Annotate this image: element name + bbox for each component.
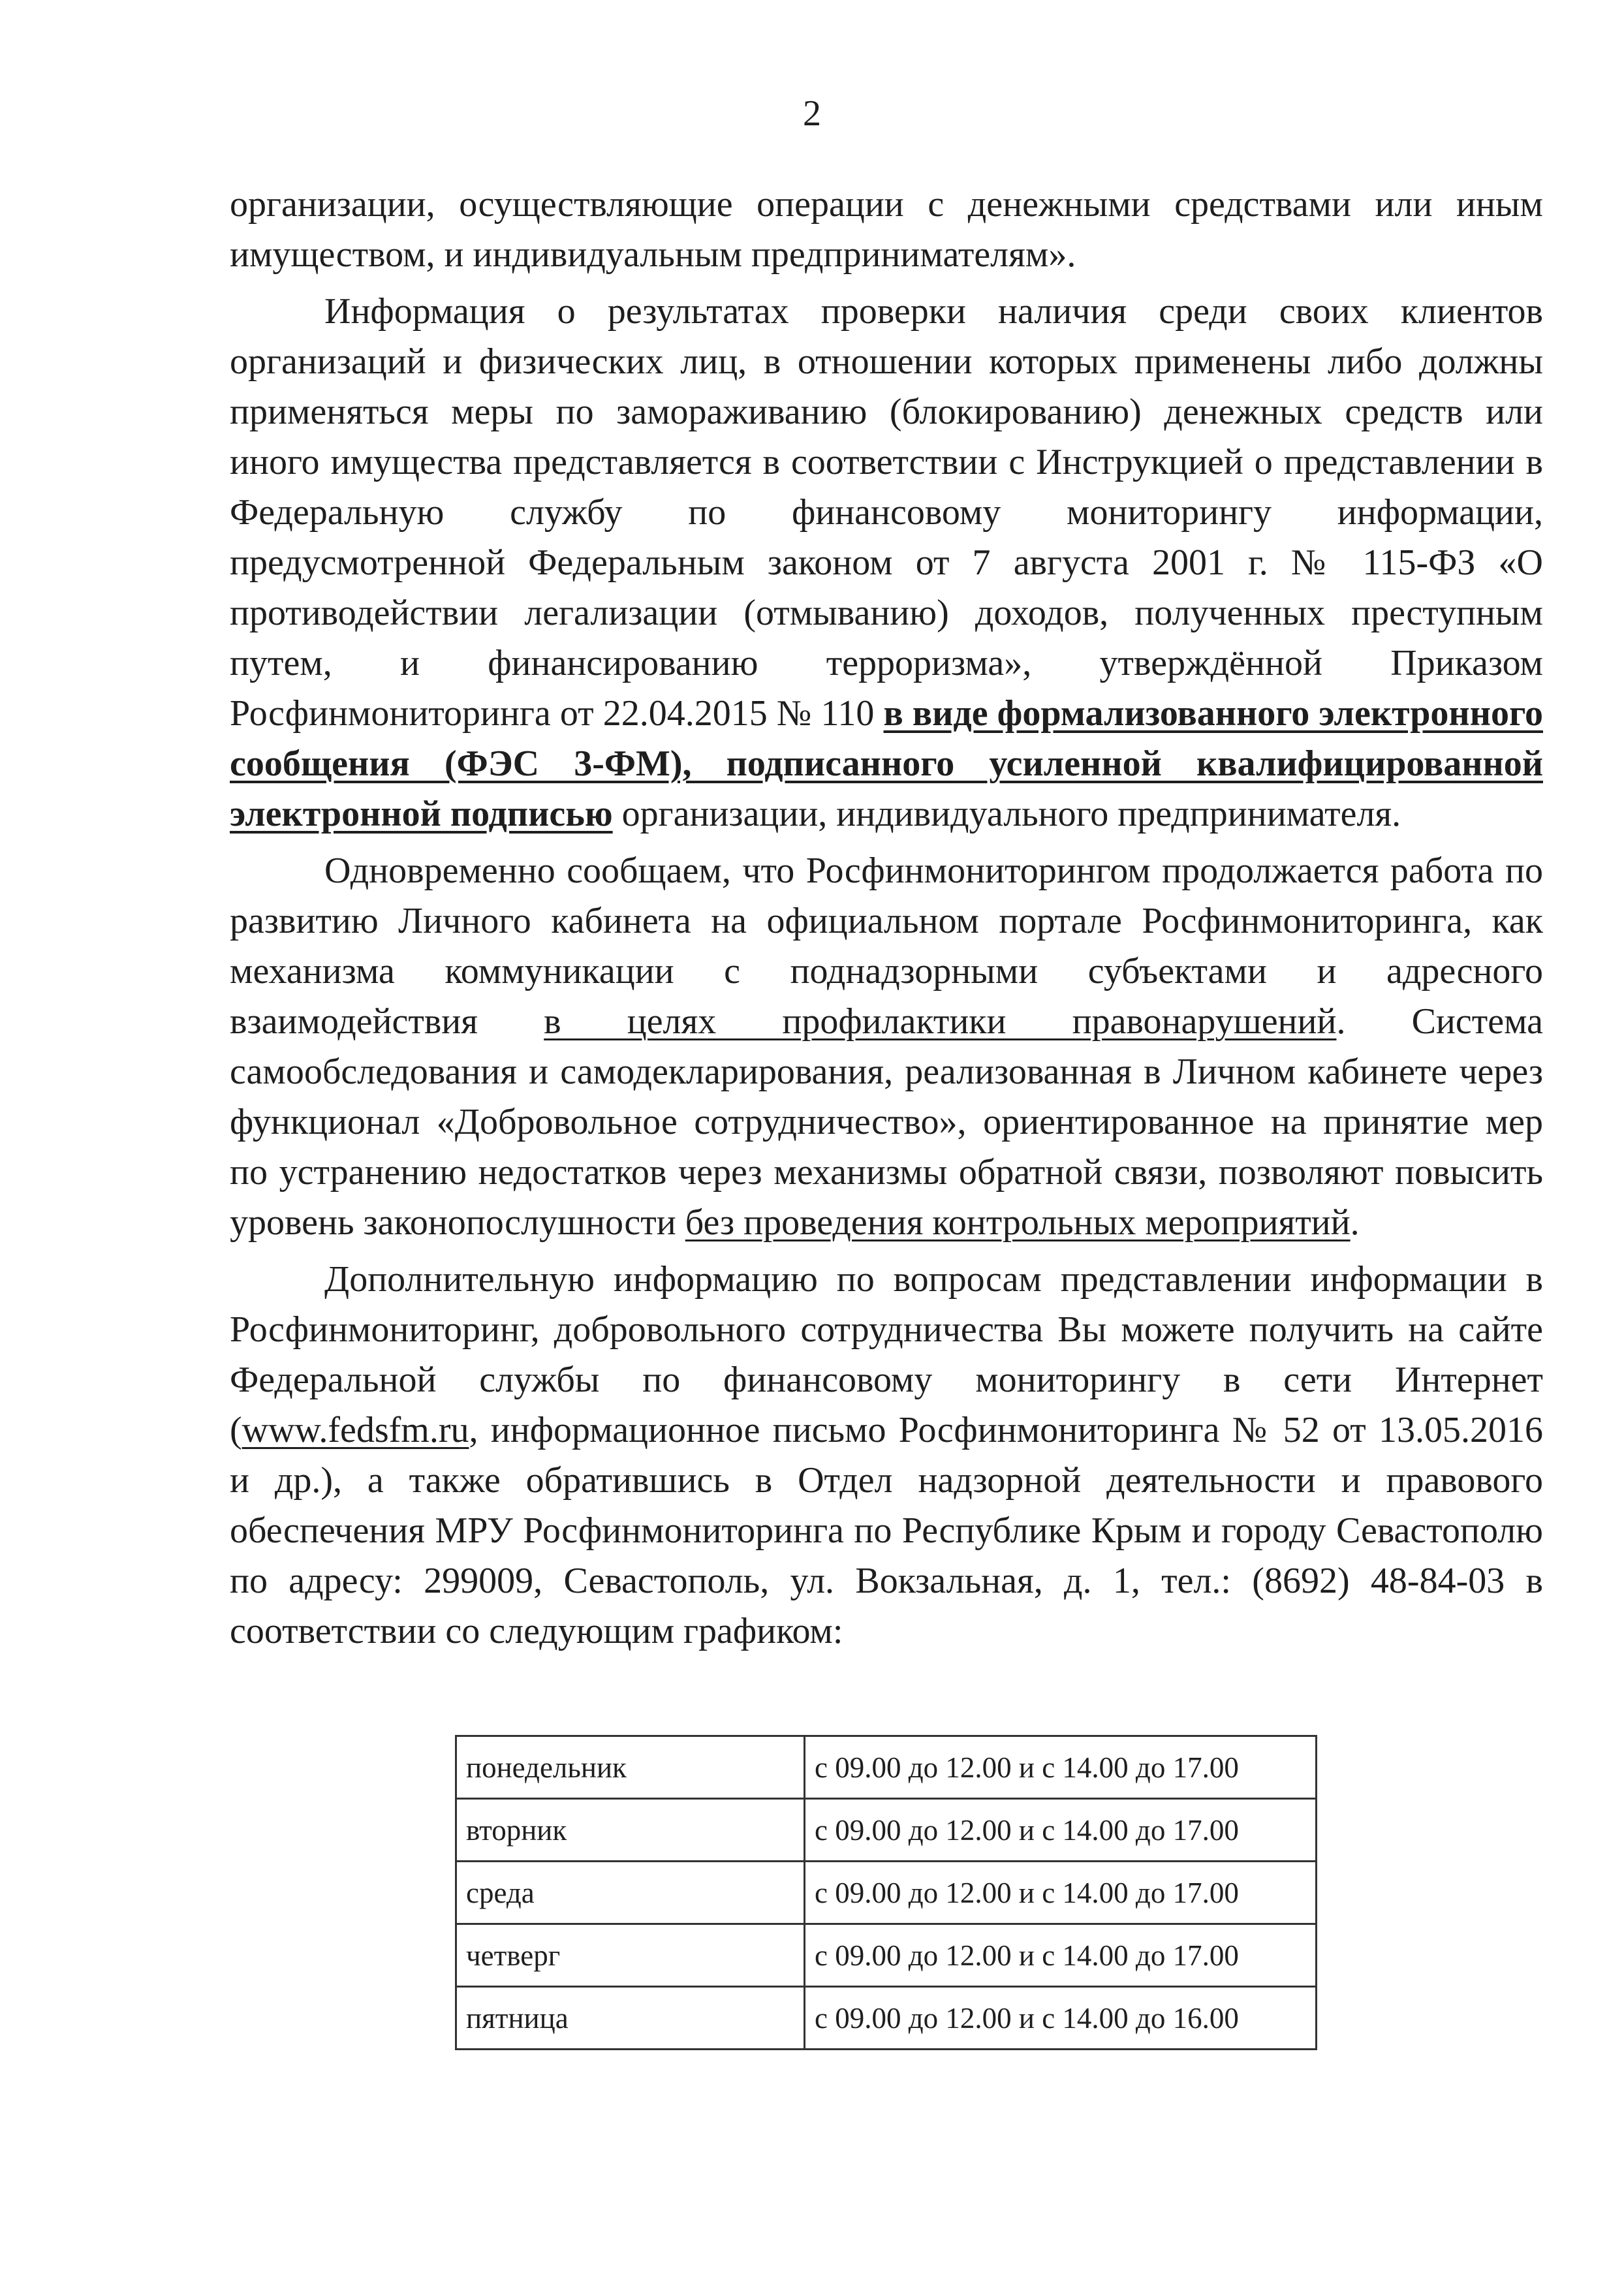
schedule-table xyxy=(455,1735,1317,2050)
schedule-hours: с 09.00 до 12.00 и с 14.00 до 17.00 xyxy=(805,1799,1317,1862)
prevention-underline: в целях профилактики правонарушений xyxy=(544,1001,1337,1042)
paragraph-reporting-text: Информация о результатах проверки наличия среди своих клиентов организаций и физических лиц, в отношении которых применены либо должны применяться меры по замораживанию (блокированию) денежных средств или иного имущества представляется в соответствии с Инструкцией о представлении в Федеральную службу по финансовому мониторингу информации, предусмотренной Федеральным законом от 7 августа 2001 г. № 115-ФЗ «О противодействии легализации (отмыванию) доходов, полученных преступным путем, и финансированию терроризма», утверждённой Приказом Росфинмониторинга от 22.04.2015 № 110 xyxy=(230,291,1543,734)
schedule-hours: с 09.00 до 12.00 и с 14.00 до 17.00 xyxy=(805,1862,1317,1924)
table-row xyxy=(456,1799,1317,1862)
table-row xyxy=(456,1862,1317,1924)
paragraph-personal-cabinet xyxy=(230,846,1543,1248)
website-link[interactable]: www.fedsfm.ru xyxy=(242,1410,469,1450)
paragraph-cabinet-end: . xyxy=(1350,1202,1360,1243)
schedule-hours: с 09.00 до 12.00 и с 14.00 до 17.00 xyxy=(805,1924,1317,1987)
schedule-day: среда xyxy=(456,1862,805,1924)
schedule-day: вторник xyxy=(456,1799,805,1862)
paragraph-contact-end: , информационное письмо Росфинмониторинга № 52 от 13.05.2016 и др.), а также обратившись в Отдел надзорной деятельности и правового обеспечения МРУ Росфинмониторинга по Республике Крым и городу Севастополю по адресу: 299009, Севастополь, ул. Вокзальная, д. 1, тел.: (8692) 48-84-03 в соответствии со следующим графиком: xyxy=(230,1410,1543,1651)
table-row xyxy=(456,1987,1317,2050)
schedule-hours: с 09.00 до 12.00 и с 14.00 до 16.00 xyxy=(805,1987,1317,2050)
schedule-hours: с 09.00 до 12.00 и с 14.00 до 17.00 xyxy=(805,1736,1317,1799)
schedule-day: четверг xyxy=(456,1924,805,1987)
paragraph-cabinet-text: Одновременно сообщаем, что Росфинмониторингом продолжается работа по развитию Личного кабинета на официальном портале Росфинмониторинга, как механизма коммуникации с поднадзорными субъектами и адресного взаимодействия xyxy=(230,850,1543,1042)
page-number: 2 xyxy=(803,93,821,134)
schedule-day: пятница xyxy=(456,1987,805,2050)
fes-format-emphasis: в виде формализованного электронного сообщения (ФЭС 3-ФМ), подписанного усиленной квалифицированной электронной подписью xyxy=(230,693,1543,834)
paragraph-continuation: организации, осуществляющие операции с денежными средствами или иным имуществом, и индивидуальным предпринимателям». xyxy=(230,184,1543,275)
table-row xyxy=(456,1924,1317,1987)
paragraph-contact-text: Дополнительную информацию по вопросам представлении информации в Росфинмониторинг, добровольного сотрудничества Вы можете получить на сайте Федеральной службы по финансовому мониторингу в сети Интернет ( xyxy=(230,1259,1543,1450)
paragraph-cabinet-mid: . Система самообследования и самодекларирования, реализованная в Личном кабинете через функционал «Добровольное сотрудничество», ориентированное на принятие мер по устранению недостатков через механизмы обратной связи, позволяют повысить уровень законопослушности xyxy=(230,1001,1543,1243)
paragraph-contact-info xyxy=(230,1255,1543,1657)
document-body xyxy=(230,179,1543,1657)
schedule-day: понедельник xyxy=(456,1736,805,1799)
table-row xyxy=(456,1736,1317,1799)
paragraph-reporting-end: организации, индивидуального предпринимателя. xyxy=(612,794,1401,834)
paragraph-reporting-info xyxy=(230,287,1543,839)
no-inspection-underline: без проведения контрольных мероприятий xyxy=(685,1202,1351,1243)
